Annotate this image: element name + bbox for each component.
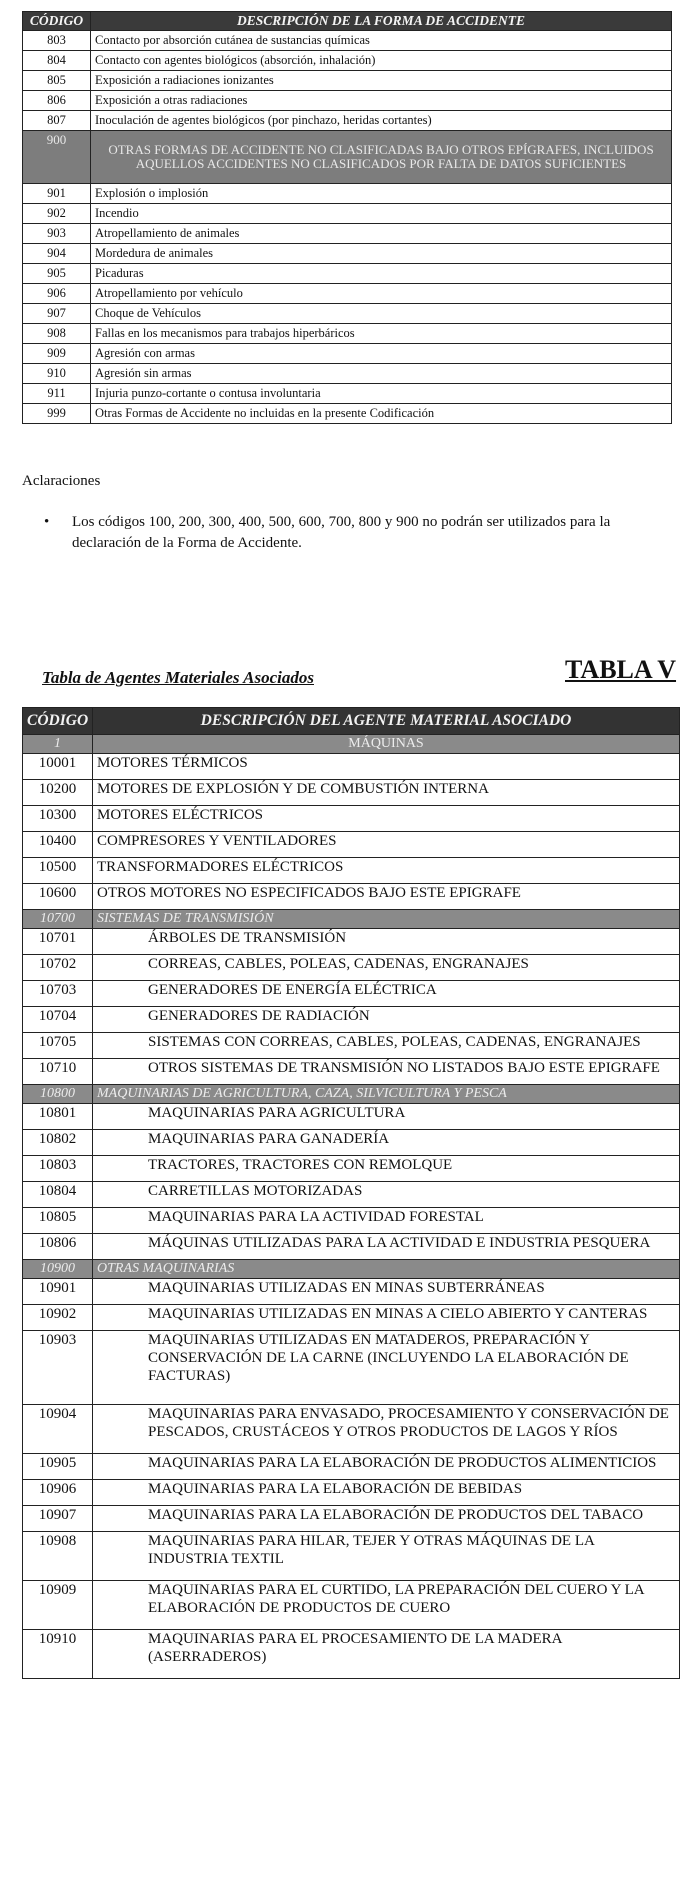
description-cell: Mordedura de animales [91, 244, 672, 264]
description-cell: Exposición a radiaciones ionizantes [91, 71, 672, 91]
description-header: DESCRIPCIÓN DEL AGENTE MATERIAL ASOCIADO [93, 708, 680, 735]
code-cell: 10705 [23, 1033, 93, 1059]
group-description-cell: MAQUINARIAS DE AGRICULTURA, CAZA, SILVICULTURA Y PESCA [93, 1085, 680, 1104]
notes-list [44, 512, 662, 554]
table-row [23, 1532, 680, 1581]
table-caption: Tabla de Agentes Materiales Asociados [42, 668, 314, 687]
table-row [23, 51, 672, 71]
code-cell: 10902 [23, 1305, 93, 1331]
code-cell: 803 [23, 31, 91, 51]
code-cell: 804 [23, 51, 91, 71]
description-cell: MOTORES ELÉCTRICOS [93, 806, 680, 832]
table-row [23, 832, 680, 858]
code-cell: 10903 [23, 1331, 93, 1405]
group-row [23, 1085, 680, 1104]
description-cell: MOTORES TÉRMICOS [93, 754, 680, 780]
group-description-cell: SISTEMAS DE TRANSMISIÓN [93, 910, 680, 929]
code-cell: 10908 [23, 1532, 93, 1581]
code-cell: 10909 [23, 1581, 93, 1630]
description-cell: Atropellamiento por vehículo [91, 284, 672, 304]
description-cell: MAQUINARIAS UTILIZADAS EN MINAS A CIELO ABIERTO Y CANTERAS [93, 1305, 680, 1331]
table-row [23, 1331, 680, 1405]
group-row [23, 735, 680, 754]
description-cell: MAQUINARIAS PARA GANADERÍA [93, 1130, 680, 1156]
code-cell: 910 [23, 364, 91, 384]
table-row [23, 884, 680, 910]
description-cell: MAQUINARIAS PARA EL PROCESAMIENTO DE LA MADERA (ASERRADEROS) [93, 1630, 680, 1679]
list-item [44, 512, 662, 554]
table-row [23, 264, 672, 284]
table-row [23, 1182, 680, 1208]
description-cell: MAQUINARIAS UTILIZADAS EN MATADEROS, PREPARACIÓN Y CONSERVACIÓN DE LA CARNE (INCLUYENDO LA ELABORACIÓN DE FACTURAS) [93, 1331, 680, 1405]
table-row [23, 1405, 680, 1454]
table-row [23, 806, 680, 832]
table-row [23, 91, 672, 111]
table-row [23, 1156, 680, 1182]
code-cell: 10901 [23, 1279, 93, 1305]
table-row [23, 1454, 680, 1480]
code-cell: 10702 [23, 955, 93, 981]
table-row [23, 1234, 680, 1260]
accident-form-table [22, 11, 672, 424]
table-row [23, 858, 680, 884]
code-cell: 901 [23, 184, 91, 204]
code-cell: 10701 [23, 929, 93, 955]
description-cell: MAQUINARIAS PARA ENVASADO, PROCESAMIENTO Y CONSERVACIÓN DE PESCADOS, CRUSTÁCEOS Y OTROS PRODUCTOS DE LAGOS Y RÍOS [93, 1405, 680, 1454]
code-cell: 10703 [23, 981, 93, 1007]
table-row [23, 184, 672, 204]
description-cell: MAQUINARIAS PARA LA ELABORACIÓN DE PRODUCTOS ALIMENTICIOS [93, 1454, 680, 1480]
code-cell: 10500 [23, 858, 93, 884]
table-header-row [23, 12, 672, 31]
table-row [23, 404, 672, 424]
code-cell: 902 [23, 204, 91, 224]
code-cell: 10802 [23, 1130, 93, 1156]
code-cell: 10300 [23, 806, 93, 832]
description-cell: OTROS SISTEMAS DE TRANSMISIÓN NO LISTADOS BAJO ESTE EPIGRAFE [93, 1059, 680, 1085]
description-cell: Agresión con armas [91, 344, 672, 364]
table-row [23, 224, 672, 244]
code-cell: 10907 [23, 1506, 93, 1532]
group-description-cell: OTRAS MAQUINARIAS [93, 1260, 680, 1279]
description-cell: Explosión o implosión [91, 184, 672, 204]
description-cell: Incendio [91, 204, 672, 224]
code-cell: 911 [23, 384, 91, 404]
description-cell: MAQUINARIAS PARA AGRICULTURA [93, 1104, 680, 1130]
code-cell: 905 [23, 264, 91, 284]
description-cell: Picaduras [91, 264, 672, 284]
code-cell: 10801 [23, 1104, 93, 1130]
code-cell: 10905 [23, 1454, 93, 1480]
description-cell: MAQUINARIAS UTILIZADAS EN MINAS SUBTERRÁNEAS [93, 1279, 680, 1305]
table-row [23, 754, 680, 780]
table-row [23, 780, 680, 806]
description-cell: Agresión sin armas [91, 364, 672, 384]
group-code-cell: 10900 [23, 1260, 93, 1279]
description-cell: OTROS MOTORES NO ESPECIFICADOS BAJO ESTE EPIGRAFE [93, 884, 680, 910]
table-row [23, 324, 672, 344]
description-cell: CARRETILLAS MOTORIZADAS [93, 1182, 680, 1208]
notes-title: Aclaraciones [22, 473, 101, 489]
description-cell: Inoculación de agentes biológicos (por pinchazo, heridas cortantes) [91, 111, 672, 131]
code-cell: 10803 [23, 1156, 93, 1182]
code-cell: 806 [23, 91, 91, 111]
table-row [23, 1581, 680, 1630]
group-code-cell: 900 [23, 131, 91, 184]
table-row [23, 1305, 680, 1331]
group-code-cell: 1 [23, 735, 93, 754]
description-header: DESCRIPCIÓN DE LA FORMA DE ACCIDENTE [91, 12, 672, 31]
description-cell: COMPRESORES Y VENTILADORES [93, 832, 680, 858]
group-code-cell: 10800 [23, 1085, 93, 1104]
table-row [23, 364, 672, 384]
description-cell: Injuria punzo-cortante o contusa involuntaria [91, 384, 672, 404]
description-cell: MÁQUINAS UTILIZADAS PARA LA ACTIVIDAD E INDUSTRIA PESQUERA [93, 1234, 680, 1260]
table-row [23, 384, 672, 404]
code-cell: 909 [23, 344, 91, 364]
table-row [23, 981, 680, 1007]
description-cell: MAQUINARIAS PARA EL CURTIDO, LA PREPARACIÓN DEL CUERO Y LA ELABORACIÓN DE PRODUCTOS DE CUERO [93, 1581, 680, 1630]
table-row [23, 111, 672, 131]
table-row [23, 929, 680, 955]
table-row [23, 1059, 680, 1085]
table-row [23, 1007, 680, 1033]
description-cell: Contacto con agentes biológicos (absorción, inhalación) [91, 51, 672, 71]
table-row [23, 244, 672, 264]
material-agents-table [22, 707, 680, 1679]
code-cell: 908 [23, 324, 91, 344]
table-row [23, 1130, 680, 1156]
code-cell: 10910 [23, 1630, 93, 1679]
table-row [23, 31, 672, 51]
code-cell: 805 [23, 71, 91, 91]
bullet-icon: • [44, 514, 50, 530]
table-row [23, 1506, 680, 1532]
table-row [23, 955, 680, 981]
code-cell: 904 [23, 244, 91, 264]
description-cell: GENERADORES DE RADIACIÓN [93, 1007, 680, 1033]
code-cell: 10001 [23, 754, 93, 780]
table-row [23, 304, 672, 324]
description-cell: SISTEMAS CON CORREAS, CABLES, POLEAS, CADENAS, ENGRANAJES [93, 1033, 680, 1059]
description-cell: MAQUINARIAS PARA HILAR, TEJER Y OTRAS MÁQUINAS DE LA INDUSTRIA TEXTIL [93, 1532, 680, 1581]
table-row [23, 1630, 680, 1679]
group-description-cell: OTRAS FORMAS DE ACCIDENTE NO CLASIFICADAS BAJO OTROS EPÍGRAFES, INCLUIDOS AQUELLOS ACCIDENTES NO CLASIFICADOS POR FALTA DE DATOS SUFICIENTES [91, 131, 672, 184]
description-cell: MAQUINARIAS PARA LA ELABORACIÓN DE BEBIDAS [93, 1480, 680, 1506]
code-cell: 10806 [23, 1234, 93, 1260]
table-row [23, 71, 672, 91]
table-row [23, 1208, 680, 1234]
note-text: Los códigos 100, 200, 300, 400, 500, 600, 700, 800 y 900 no podrán ser utilizados para la declaración de la Forma de Accidente. [72, 514, 611, 551]
description-cell: Atropellamiento de animales [91, 224, 672, 244]
code-cell: 10904 [23, 1405, 93, 1454]
table-header-row [23, 708, 680, 735]
description-cell: MAQUINARIAS PARA LA ELABORACIÓN DE PRODUCTOS DEL TABACO [93, 1506, 680, 1532]
table-label: TABLA V [565, 655, 677, 684]
description-cell: ÁRBOLES DE TRANSMISIÓN [93, 929, 680, 955]
group-row [23, 1260, 680, 1279]
code-cell: 10600 [23, 884, 93, 910]
code-cell: 10400 [23, 832, 93, 858]
code-header: CÓDIGO [23, 708, 93, 735]
code-cell: 906 [23, 284, 91, 304]
code-cell: 10200 [23, 780, 93, 806]
description-cell: GENERADORES DE ENERGÍA ELÉCTRICA [93, 981, 680, 1007]
description-cell: Exposición a otras radiaciones [91, 91, 672, 111]
code-cell: 10805 [23, 1208, 93, 1234]
group-row [23, 910, 680, 929]
table-row [23, 1279, 680, 1305]
code-cell: 10704 [23, 1007, 93, 1033]
group-code-cell: 10700 [23, 910, 93, 929]
description-cell: CORREAS, CABLES, POLEAS, CADENAS, ENGRANAJES [93, 955, 680, 981]
description-cell: Contacto por absorción cutánea de sustancias químicas [91, 31, 672, 51]
group-description-cell: MÁQUINAS [93, 735, 680, 754]
table-row [23, 204, 672, 224]
description-cell: TRACTORES, TRACTORES CON REMOLQUE [93, 1156, 680, 1182]
description-cell: Choque de Vehículos [91, 304, 672, 324]
code-cell: 903 [23, 224, 91, 244]
code-cell: 10710 [23, 1059, 93, 1085]
table-row [23, 1480, 680, 1506]
description-cell: MAQUINARIAS PARA LA ACTIVIDAD FORESTAL [93, 1208, 680, 1234]
code-cell: 807 [23, 111, 91, 131]
code-header: CÓDIGO [23, 12, 91, 31]
code-cell: 907 [23, 304, 91, 324]
table-row [23, 1033, 680, 1059]
table-row [23, 284, 672, 304]
code-cell: 10804 [23, 1182, 93, 1208]
description-cell: TRANSFORMADORES ELÉCTRICOS [93, 858, 680, 884]
description-cell: Fallas en los mecanismos para trabajos hiperbáricos [91, 324, 672, 344]
code-cell: 999 [23, 404, 91, 424]
table-row [23, 1104, 680, 1130]
code-cell: 10906 [23, 1480, 93, 1506]
description-cell: Otras Formas de Accidente no incluidas en la presente Codificación [91, 404, 672, 424]
group-row [23, 131, 672, 184]
table-row [23, 344, 672, 364]
description-cell: MOTORES DE EXPLOSIÓN Y DE COMBUSTIÓN INTERNA [93, 780, 680, 806]
